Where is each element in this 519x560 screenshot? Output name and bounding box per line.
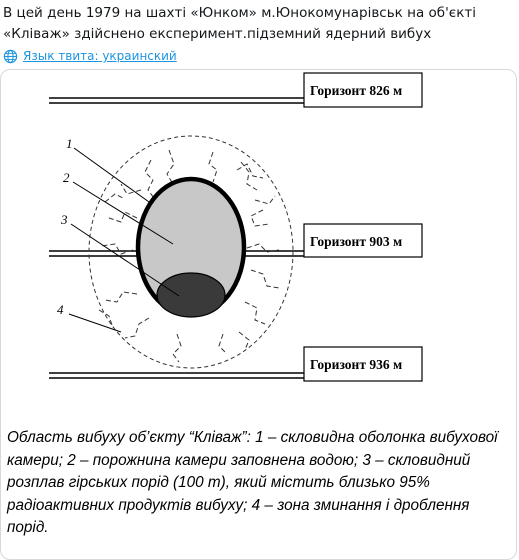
marker-4: 4	[57, 302, 64, 317]
horizon-826-line	[49, 98, 306, 103]
marker-2: 2	[63, 170, 70, 185]
marker-1: 1	[66, 136, 73, 151]
horizon-903-label: Горизонт 903 м	[310, 234, 403, 249]
globe-icon	[3, 49, 18, 64]
horizon-826-label: Горизонт 826 м	[310, 83, 403, 98]
horizon-936-label: Горизонт 936 м	[310, 357, 403, 372]
translate-tweet-link[interactable]	[3, 46, 177, 66]
horizon-936-line	[49, 373, 306, 378]
tweet-text: В цей день 1979 на шахті «Юнком» м.Юнокомунарівськ на об'єкті «Кліваж» здійснено експеримент.підземний ядерний вибух	[3, 5, 476, 42]
diagram-caption: Область вибуху об’єкту “Кліваж”: 1 – скловидна оболонка вибухової камери; 2 – порожнина камери заповнена водою; 3 – скловидний розплав гірських порід (100 т), який містить близько 95% радіоактивних продуктів вибуху; 4 – зона зминання і дроблення порід.	[7, 429, 498, 536]
marker-3: 3	[61, 212, 68, 227]
translate-label[interactable]: Язык твита: украинский	[23, 49, 177, 63]
glassy-melt	[157, 273, 225, 317]
tweet-image[interactable]	[0, 69, 517, 560]
